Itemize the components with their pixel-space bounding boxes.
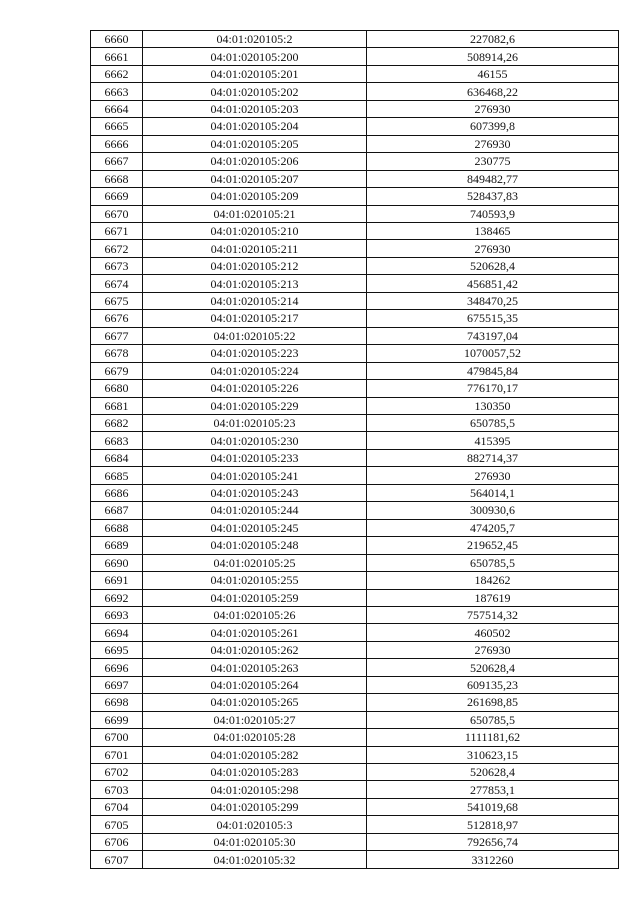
cadastral-number-cell: 04:01:020105:205 bbox=[143, 135, 367, 152]
cadastral-number-cell: 04:01:020105:30 bbox=[143, 833, 367, 850]
cadastral-number-cell: 04:01:020105:262 bbox=[143, 641, 367, 658]
row-number-cell: 6697 bbox=[91, 676, 143, 693]
row-number-cell: 6668 bbox=[91, 170, 143, 187]
cadastral-number-cell: 04:01:020105:229 bbox=[143, 397, 367, 414]
cadastral-number-cell: 04:01:020105:201 bbox=[143, 65, 367, 82]
table-row bbox=[91, 188, 619, 205]
cadastral-number-cell: 04:01:020105:264 bbox=[143, 676, 367, 693]
table-row bbox=[91, 275, 619, 292]
table-row bbox=[91, 676, 619, 693]
cadastral-value-cell: 227082,6 bbox=[367, 31, 619, 48]
row-number-cell: 6695 bbox=[91, 641, 143, 658]
table-row bbox=[91, 729, 619, 746]
cadastral-value-cell: 479845,84 bbox=[367, 362, 619, 379]
table-row bbox=[91, 746, 619, 763]
table-row bbox=[91, 432, 619, 449]
cadastral-number-cell: 04:01:020105:25 bbox=[143, 554, 367, 571]
cadastral-value-cell: 650785,5 bbox=[367, 414, 619, 431]
cadastral-number-cell: 04:01:020105:200 bbox=[143, 48, 367, 65]
cadastral-number-cell: 04:01:020105:213 bbox=[143, 275, 367, 292]
cadastral-number-cell: 04:01:020105:243 bbox=[143, 484, 367, 501]
cadastral-value-cell: 743197,04 bbox=[367, 327, 619, 344]
cadastral-number-cell: 04:01:020105:261 bbox=[143, 624, 367, 641]
cadastral-number-cell: 04:01:020105:223 bbox=[143, 345, 367, 362]
cadastral-number-cell: 04:01:020105:230 bbox=[143, 432, 367, 449]
table-row bbox=[91, 100, 619, 117]
table-row bbox=[91, 659, 619, 676]
table-row bbox=[91, 397, 619, 414]
cadastral-value-cell: 776170,17 bbox=[367, 380, 619, 397]
cadastral-number-cell: 04:01:020105:265 bbox=[143, 694, 367, 711]
table-row bbox=[91, 118, 619, 135]
cadastral-value-cell: 130350 bbox=[367, 397, 619, 414]
row-number-cell: 6707 bbox=[91, 851, 143, 868]
row-number-cell: 6701 bbox=[91, 746, 143, 763]
row-number-cell: 6705 bbox=[91, 816, 143, 833]
table-row bbox=[91, 816, 619, 833]
table-row bbox=[91, 240, 619, 257]
cadastral-number-cell: 04:01:020105:224 bbox=[143, 362, 367, 379]
cadastral-number-cell: 04:01:020105:22 bbox=[143, 327, 367, 344]
cadastral-number-cell: 04:01:020105:209 bbox=[143, 188, 367, 205]
row-number-cell: 6686 bbox=[91, 484, 143, 501]
cadastral-number-cell: 04:01:020105:21 bbox=[143, 205, 367, 222]
row-number-cell: 6660 bbox=[91, 31, 143, 48]
cadastral-value-cell: 460502 bbox=[367, 624, 619, 641]
table-row bbox=[91, 624, 619, 641]
row-number-cell: 6696 bbox=[91, 659, 143, 676]
cadastral-value-cell: 520628,4 bbox=[367, 764, 619, 781]
cadastral-value-cell: 277853,1 bbox=[367, 781, 619, 798]
row-number-cell: 6677 bbox=[91, 327, 143, 344]
row-number-cell: 6681 bbox=[91, 397, 143, 414]
row-number-cell: 6689 bbox=[91, 537, 143, 554]
table-row bbox=[91, 327, 619, 344]
cadastral-value-cell: 348470,25 bbox=[367, 292, 619, 309]
cadastral-number-cell: 04:01:020105:217 bbox=[143, 310, 367, 327]
row-number-cell: 6670 bbox=[91, 205, 143, 222]
row-number-cell: 6663 bbox=[91, 83, 143, 100]
cadastral-value-cell: 187619 bbox=[367, 589, 619, 606]
table-row bbox=[91, 781, 619, 798]
cadastral-value-cell: 415395 bbox=[367, 432, 619, 449]
cadastral-number-cell: 04:01:020105:203 bbox=[143, 100, 367, 117]
cadastral-number-cell: 04:01:020105:23 bbox=[143, 414, 367, 431]
cadastral-number-cell: 04:01:020105:211 bbox=[143, 240, 367, 257]
cadastral-number-cell: 04:01:020105:210 bbox=[143, 222, 367, 239]
table-row bbox=[91, 764, 619, 781]
row-number-cell: 6662 bbox=[91, 65, 143, 82]
table-row bbox=[91, 798, 619, 815]
cadastral-value-cell: 792656,74 bbox=[367, 833, 619, 850]
table-row bbox=[91, 554, 619, 571]
row-number-cell: 6672 bbox=[91, 240, 143, 257]
cadastral-number-cell: 04:01:020105:2 bbox=[143, 31, 367, 48]
row-number-cell: 6669 bbox=[91, 188, 143, 205]
cadastral-value-cell: 1070057,52 bbox=[367, 345, 619, 362]
cadastral-number-cell: 04:01:020105:282 bbox=[143, 746, 367, 763]
table-row bbox=[91, 537, 619, 554]
row-number-cell: 6674 bbox=[91, 275, 143, 292]
row-number-cell: 6671 bbox=[91, 222, 143, 239]
cadastral-value-cell: 310623,15 bbox=[367, 746, 619, 763]
cadastral-value-cell: 650785,5 bbox=[367, 711, 619, 728]
cadastral-value-cell: 849482,77 bbox=[367, 170, 619, 187]
table-row bbox=[91, 589, 619, 606]
cadastral-number-cell: 04:01:020105:298 bbox=[143, 781, 367, 798]
cadastral-number-cell: 04:01:020105:32 bbox=[143, 851, 367, 868]
cadastral-value-cell: 1111181,62 bbox=[367, 729, 619, 746]
table-row bbox=[91, 170, 619, 187]
row-number-cell: 6664 bbox=[91, 100, 143, 117]
row-number-cell: 6661 bbox=[91, 48, 143, 65]
table-body bbox=[91, 31, 619, 869]
cadastral-number-cell: 04:01:020105:241 bbox=[143, 467, 367, 484]
row-number-cell: 6687 bbox=[91, 502, 143, 519]
cadastral-number-cell: 04:01:020105:27 bbox=[143, 711, 367, 728]
row-number-cell: 6702 bbox=[91, 764, 143, 781]
cadastral-value-cell: 520628,4 bbox=[367, 257, 619, 274]
cadastral-number-cell: 04:01:020105:214 bbox=[143, 292, 367, 309]
row-number-cell: 6693 bbox=[91, 606, 143, 623]
row-number-cell: 6666 bbox=[91, 135, 143, 152]
cadastral-value-cell: 3312260 bbox=[367, 851, 619, 868]
cadastral-value-cell: 456851,42 bbox=[367, 275, 619, 292]
cadastral-value-table bbox=[90, 30, 619, 869]
cadastral-value-cell: 508914,26 bbox=[367, 48, 619, 65]
row-number-cell: 6699 bbox=[91, 711, 143, 728]
row-number-cell: 6704 bbox=[91, 798, 143, 815]
cadastral-value-cell: 636468,22 bbox=[367, 83, 619, 100]
row-number-cell: 6678 bbox=[91, 345, 143, 362]
row-number-cell: 6679 bbox=[91, 362, 143, 379]
table-row bbox=[91, 362, 619, 379]
cadastral-number-cell: 04:01:020105:248 bbox=[143, 537, 367, 554]
cadastral-number-cell: 04:01:020105:3 bbox=[143, 816, 367, 833]
table-row bbox=[91, 711, 619, 728]
table-row bbox=[91, 851, 619, 868]
cadastral-value-cell: 520628,4 bbox=[367, 659, 619, 676]
table-row bbox=[91, 380, 619, 397]
row-number-cell: 6683 bbox=[91, 432, 143, 449]
cadastral-value-cell: 541019,68 bbox=[367, 798, 619, 815]
table-row bbox=[91, 205, 619, 222]
row-number-cell: 6676 bbox=[91, 310, 143, 327]
cadastral-value-cell: 46155 bbox=[367, 65, 619, 82]
cadastral-value-cell: 276930 bbox=[367, 467, 619, 484]
cadastral-number-cell: 04:01:020105:207 bbox=[143, 170, 367, 187]
row-number-cell: 6691 bbox=[91, 572, 143, 589]
table-row bbox=[91, 606, 619, 623]
table-row bbox=[91, 222, 619, 239]
cadastral-number-cell: 04:01:020105:299 bbox=[143, 798, 367, 815]
cadastral-value-cell: 276930 bbox=[367, 641, 619, 658]
table-row bbox=[91, 694, 619, 711]
row-number-cell: 6673 bbox=[91, 257, 143, 274]
table-row bbox=[91, 48, 619, 65]
row-number-cell: 6688 bbox=[91, 519, 143, 536]
cadastral-value-cell: 512818,97 bbox=[367, 816, 619, 833]
row-number-cell: 6703 bbox=[91, 781, 143, 798]
cadastral-number-cell: 04:01:020105:283 bbox=[143, 764, 367, 781]
cadastral-value-cell: 300930,6 bbox=[367, 502, 619, 519]
table-row bbox=[91, 641, 619, 658]
cadastral-value-cell: 219652,45 bbox=[367, 537, 619, 554]
cadastral-value-cell: 261698,85 bbox=[367, 694, 619, 711]
cadastral-number-cell: 04:01:020105:26 bbox=[143, 606, 367, 623]
cadastral-number-cell: 04:01:020105:202 bbox=[143, 83, 367, 100]
table-row bbox=[91, 414, 619, 431]
cadastral-number-cell: 04:01:020105:226 bbox=[143, 380, 367, 397]
row-number-cell: 6690 bbox=[91, 554, 143, 571]
cadastral-number-cell: 04:01:020105:255 bbox=[143, 572, 367, 589]
cadastral-value-cell: 528437,83 bbox=[367, 188, 619, 205]
cadastral-number-cell: 04:01:020105:212 bbox=[143, 257, 367, 274]
cadastral-value-cell: 276930 bbox=[367, 135, 619, 152]
table-row bbox=[91, 153, 619, 170]
row-number-cell: 6694 bbox=[91, 624, 143, 641]
table-row bbox=[91, 31, 619, 48]
row-number-cell: 6700 bbox=[91, 729, 143, 746]
row-number-cell: 6685 bbox=[91, 467, 143, 484]
row-number-cell: 6682 bbox=[91, 414, 143, 431]
cadastral-value-cell: 276930 bbox=[367, 100, 619, 117]
row-number-cell: 6706 bbox=[91, 833, 143, 850]
cadastral-value-cell: 740593,9 bbox=[367, 205, 619, 222]
cadastral-value-cell: 607399,8 bbox=[367, 118, 619, 135]
cadastral-value-cell: 650785,5 bbox=[367, 554, 619, 571]
row-number-cell: 6665 bbox=[91, 118, 143, 135]
table-row bbox=[91, 484, 619, 501]
table-row bbox=[91, 833, 619, 850]
row-number-cell: 6684 bbox=[91, 449, 143, 466]
cadastral-number-cell: 04:01:020105:206 bbox=[143, 153, 367, 170]
document-page bbox=[90, 30, 618, 869]
cadastral-number-cell: 04:01:020105:244 bbox=[143, 502, 367, 519]
row-number-cell: 6680 bbox=[91, 380, 143, 397]
cadastral-value-cell: 757514,32 bbox=[367, 606, 619, 623]
row-number-cell: 6667 bbox=[91, 153, 143, 170]
table-row bbox=[91, 467, 619, 484]
cadastral-number-cell: 04:01:020105:204 bbox=[143, 118, 367, 135]
row-number-cell: 6675 bbox=[91, 292, 143, 309]
table-row bbox=[91, 449, 619, 466]
cadastral-number-cell: 04:01:020105:28 bbox=[143, 729, 367, 746]
table-row bbox=[91, 310, 619, 327]
table-row bbox=[91, 65, 619, 82]
cadastral-number-cell: 04:01:020105:245 bbox=[143, 519, 367, 536]
cadastral-value-cell: 184262 bbox=[367, 572, 619, 589]
cadastral-value-cell: 276930 bbox=[367, 240, 619, 257]
cadastral-value-cell: 564014,1 bbox=[367, 484, 619, 501]
table-row bbox=[91, 292, 619, 309]
cadastral-value-cell: 882714,37 bbox=[367, 449, 619, 466]
cadastral-value-cell: 230775 bbox=[367, 153, 619, 170]
table-row bbox=[91, 345, 619, 362]
row-number-cell: 6698 bbox=[91, 694, 143, 711]
cadastral-value-cell: 474205,7 bbox=[367, 519, 619, 536]
table-row bbox=[91, 135, 619, 152]
cadastral-value-cell: 138465 bbox=[367, 222, 619, 239]
cadastral-number-cell: 04:01:020105:263 bbox=[143, 659, 367, 676]
cadastral-value-cell: 609135,23 bbox=[367, 676, 619, 693]
table-row bbox=[91, 257, 619, 274]
table-row bbox=[91, 572, 619, 589]
table-row bbox=[91, 502, 619, 519]
table-row bbox=[91, 83, 619, 100]
row-number-cell: 6692 bbox=[91, 589, 143, 606]
cadastral-number-cell: 04:01:020105:259 bbox=[143, 589, 367, 606]
table-row bbox=[91, 519, 619, 536]
cadastral-value-cell: 675515,35 bbox=[367, 310, 619, 327]
cadastral-number-cell: 04:01:020105:233 bbox=[143, 449, 367, 466]
